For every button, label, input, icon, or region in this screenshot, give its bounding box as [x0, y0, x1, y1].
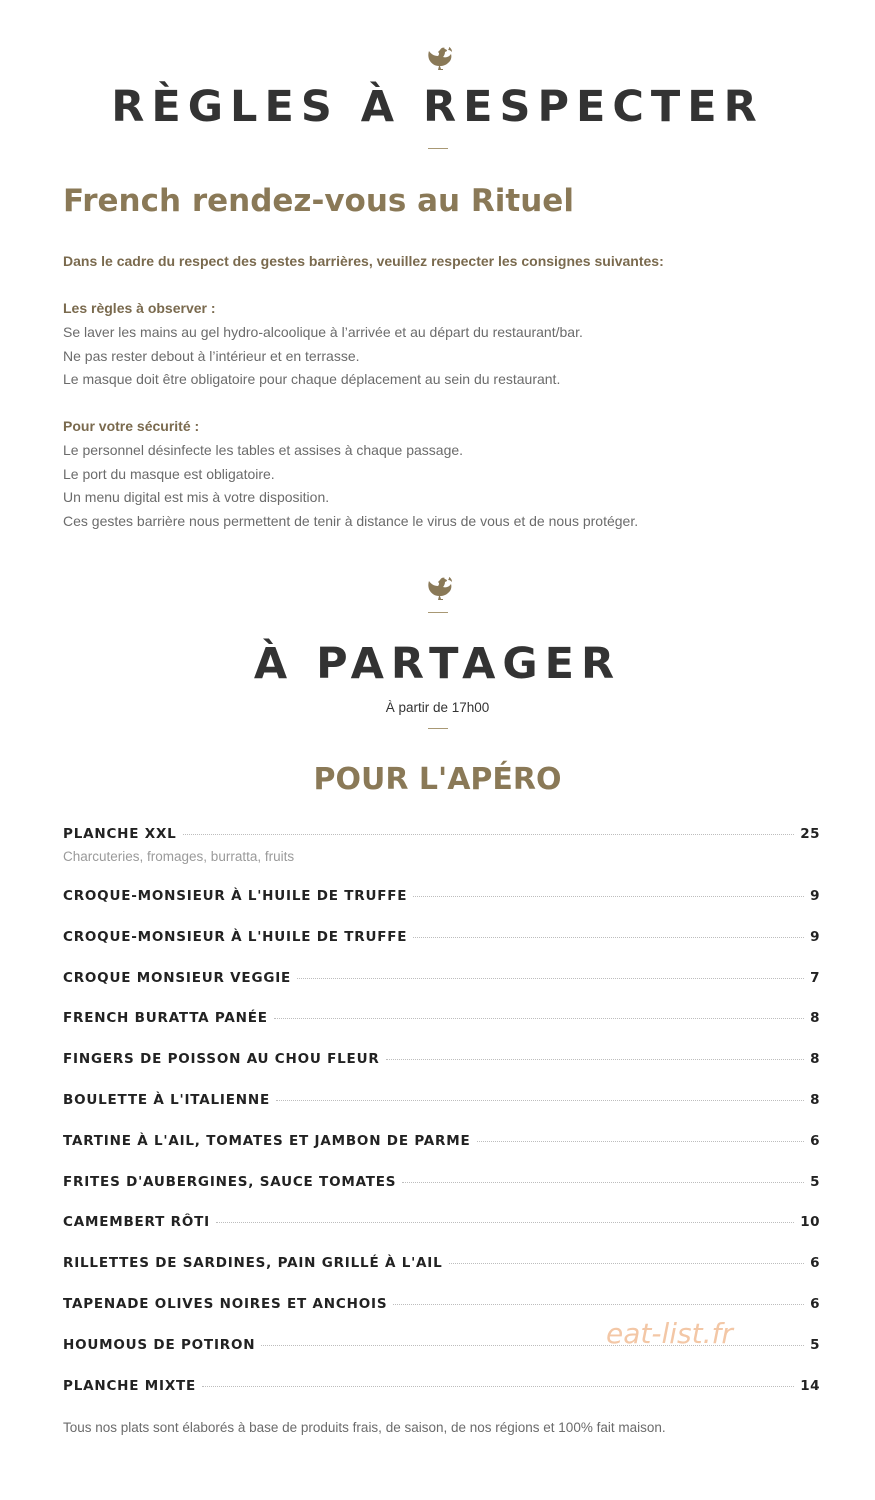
safety-item: Ces gestes barrière nous permettent de tenir à distance le virus de vous et de nous protéger. — [63, 513, 639, 529]
observe-heading: Les règles à observer : — [63, 300, 216, 316]
dot-leader — [413, 896, 804, 897]
item-name: PLANCHE MIXTE — [63, 1377, 197, 1394]
share-subtitle: À partir de 17h00 — [385, 700, 490, 715]
item-name: FINGERS DE POISSON AU CHOU FLEUR — [63, 1051, 380, 1068]
apero-heading: POUR L'APÉRO — [313, 762, 562, 797]
dot-leader — [477, 1141, 805, 1142]
item-name: BOULETTE À L'ITALIENNE — [63, 1091, 270, 1108]
item-name: PLANCHE XXL — [63, 826, 177, 842]
dot-leader — [449, 1263, 805, 1264]
item-price: 10 — [800, 1214, 820, 1231]
menu-item — [63, 1255, 820, 1296]
menu-item — [63, 1378, 820, 1419]
item-price: 8 — [810, 1010, 820, 1027]
dot-leader — [202, 1386, 794, 1387]
item-name: CROQUE-MONSIEUR À L'HUILE DE TRUFFE — [63, 928, 408, 945]
safety-heading: Pour votre sécurité : — [63, 418, 200, 434]
dot-leader — [183, 834, 795, 835]
item-price: 25 — [800, 826, 820, 842]
observe-item: Ne pas rester debout à l’intérieur et en terrasse. — [63, 348, 360, 364]
safety-item: Le personnel désinfecte les tables et assises à chaque passage. — [63, 442, 464, 458]
item-price: 8 — [810, 1091, 820, 1108]
item-name: TARTINE À L'AIL, TOMATES ET JAMBON DE PARME — [63, 1132, 471, 1149]
item-price: 6 — [810, 1132, 820, 1149]
item-name: FRITES D'AUBERGINES, SAUCE TOMATES — [63, 1173, 397, 1190]
menu-item — [63, 1214, 820, 1255]
item-price: 6 — [810, 1295, 820, 1312]
item-name: CAMEMBERT RÔTI — [63, 1214, 210, 1231]
item-price: 5 — [810, 1173, 820, 1190]
item-price: 9 — [810, 928, 820, 945]
item-description: Charcuteries, fromages, burratta, fruits — [63, 849, 295, 864]
menu-item — [63, 1010, 820, 1051]
observe-item: Se laver les mains au gel hydro-alcoolique à l’arrivée et au départ du restaurant/bar. — [63, 324, 583, 340]
rules-heading: French rendez-vous au Rituel — [63, 183, 574, 219]
observe-item: Le masque doit être obligatoire pour chaque déplacement au sein du restaurant. — [63, 371, 561, 387]
menu-item — [63, 1174, 820, 1215]
item-name: HOUMOUS DE POTIRON — [63, 1336, 256, 1353]
item-price: 5 — [810, 1336, 820, 1353]
menu-item — [63, 1092, 820, 1133]
safety-item: Le port du masque est obligatoire. — [63, 466, 275, 482]
subtitle-divider — [428, 728, 448, 729]
item-price: 9 — [810, 888, 820, 904]
dot-leader — [276, 1100, 804, 1101]
item-price: 7 — [810, 969, 820, 986]
rooster-icon — [420, 574, 456, 606]
rules-title: RÈGLES À RESPECTER — [111, 82, 764, 132]
item-name: TAPENADE OLIVES NOIRES ET ANCHOIS — [63, 1295, 388, 1312]
dot-leader — [386, 1059, 805, 1060]
item-price: 8 — [810, 1051, 820, 1068]
menu-footnote: Tous nos plats sont élaborés à base de produits frais, de saison, de nos régions et 100% fait maison. — [63, 1420, 666, 1435]
item-name: CROQUE MONSIEUR VEGGIE — [63, 969, 292, 986]
dot-leader — [402, 1182, 804, 1183]
dot-leader — [297, 978, 804, 979]
icon-divider — [428, 612, 448, 613]
dot-leader — [216, 1222, 794, 1223]
menu-item — [63, 1051, 820, 1092]
dot-leader — [393, 1304, 804, 1305]
title-divider — [428, 148, 448, 149]
menu-item — [63, 1133, 820, 1174]
safety-item: Un menu digital est mis à votre disposition. — [63, 489, 330, 505]
dot-leader — [274, 1018, 804, 1019]
rules-intro: Dans le cadre du respect des gestes barrières, veuillez respecter les consignes suivantes: — [63, 253, 664, 269]
dot-leader — [413, 937, 804, 938]
watermark: eat-list.fr — [606, 1317, 733, 1350]
item-name: CROQUE-MONSIEUR À L'HUILE DE TRUFFE — [63, 888, 408, 904]
share-title: À PARTAGER — [253, 639, 622, 689]
menu-item — [63, 888, 820, 929]
item-name: RILLETTES DE SARDINES, PAIN GRILLÉ À L'AIL — [63, 1255, 443, 1272]
item-price: 6 — [810, 1255, 820, 1272]
menu-item — [63, 970, 820, 1011]
rooster-icon — [420, 44, 456, 76]
menu-item — [63, 826, 820, 888]
menu-item — [63, 929, 820, 970]
item-price: 14 — [800, 1377, 820, 1394]
item-name: FRENCH BURATTA PANÉE — [63, 1010, 268, 1027]
